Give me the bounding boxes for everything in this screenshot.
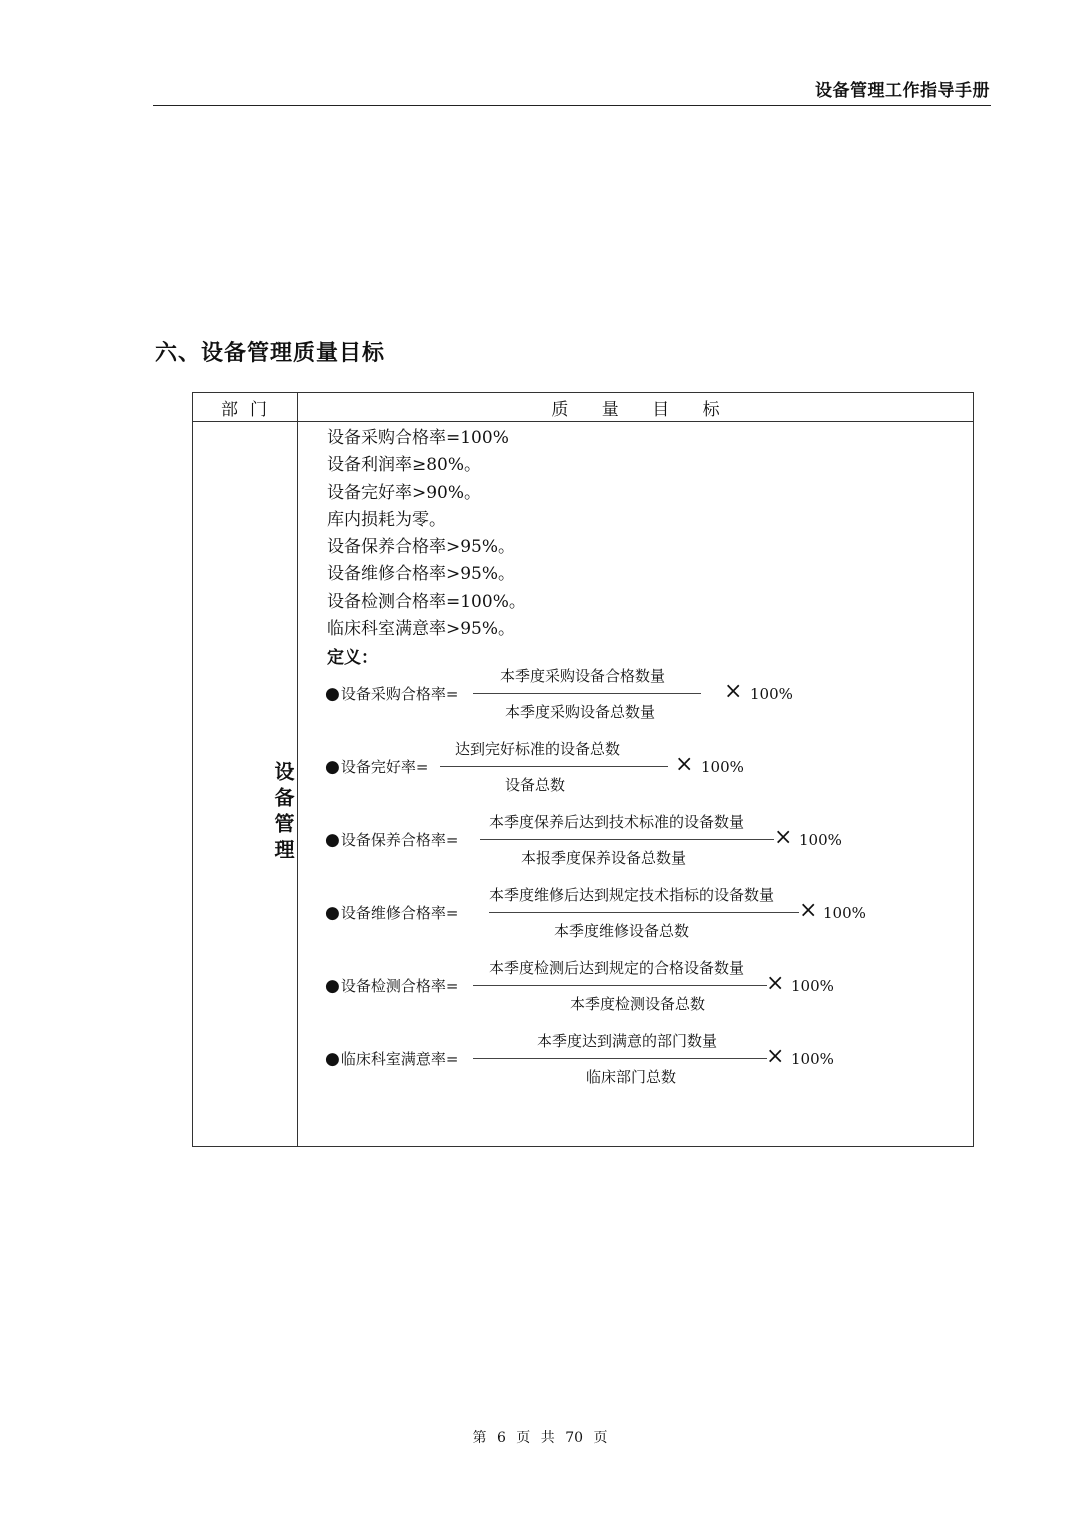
formula-name: 临床科室满意率= [340,1050,459,1068]
target-item: 设备检测合格率=100%。 [327,591,526,612]
formula-numerator: 本季度维修后达到规定技术指标的设备数量 [489,886,775,904]
formula-multiplier: 100% [750,685,793,703]
target-item: 设备完好率>90%。 [327,482,482,503]
formula-multiplier: 100% [791,977,834,995]
multiply-icon: × [724,679,743,704]
multiply-icon: × [675,752,694,777]
multiply-icon: × [799,898,818,923]
formula-multiplier: 100% [799,831,842,849]
target-item: 设备采购合格率=100% [327,428,509,448]
formula-name: 设备完好率= [340,758,429,776]
formula-multiplier: 100% [791,1050,834,1068]
target-list [327,425,526,643]
quality-target-table [192,392,974,1147]
formula-denominator: 临床部门总数 [586,1068,677,1086]
target-item: 设备利润率≥80%。 [327,455,482,476]
formula-denominator: 本季度采购设备总数量 [505,703,656,721]
formula-numerator: 本季度保养后达到技术标准的设备数量 [489,813,745,831]
column-header-target: 质 量 目 标 [551,399,720,420]
header-row-divider [193,421,973,422]
multiply-icon: × [774,825,793,850]
target-item: 设备维修合格率>95%。 [327,564,516,585]
multiply-icon: × [766,971,785,996]
formula-numerator: 达到完好标准的设备总数 [455,740,621,758]
formula-denominator: 设备总数 [505,776,566,794]
fraction-bar [440,766,668,767]
column-divider [297,393,298,1146]
department-name: 设备管理 [271,761,295,865]
target-item: 设备保养合格率>95%。 [327,537,516,558]
multiply-icon: × [766,1044,785,1069]
definition-label: 定义： [327,648,378,668]
target-item: 临床科室满意率>95%。 [327,619,516,640]
bullet-icon: ● [325,830,340,850]
formula-multiplier: 100% [701,758,744,776]
bullet-icon: ● [325,1049,340,1069]
formula-name: 设备维修合格率= [340,904,459,922]
bullet-icon: ● [325,684,340,704]
target-item: 库内损耗为零。 [327,509,446,530]
section-title: 六、设备管理质量目标 [155,340,386,366]
fraction-bar [473,693,701,694]
header-rule [153,105,991,106]
formula-denominator: 本季度检测设备总数 [570,995,706,1013]
page-number: 第 6 页 共 70 页 [472,1430,608,1446]
fraction-bar [480,839,774,840]
formula-name: 设备保养合格率= [340,831,459,849]
fraction-bar [473,1058,767,1059]
formula-numerator: 本季度达到满意的部门数量 [537,1032,718,1050]
fraction-bar [473,985,767,986]
column-header-department: 部门 [221,399,279,420]
formula-numerator: 本季度检测后达到规定的合格设备数量 [489,959,745,977]
page-header-title: 设备管理工作指导手册 [815,81,990,101]
bullet-icon: ● [325,903,340,923]
bullet-icon: ● [325,757,340,777]
formula-denominator: 本报季度保养设备总数量 [521,849,687,867]
formula-denominator: 本季度维修设备总数 [554,922,690,940]
formula-name: 设备检测合格率= [340,977,459,995]
formula-multiplier: 100% [823,904,866,922]
formula-name: 设备采购合格率= [340,685,459,703]
fraction-bar [489,912,799,913]
bullet-icon: ● [325,976,340,996]
formula-numerator: 本季度采购设备合格数量 [500,667,666,685]
